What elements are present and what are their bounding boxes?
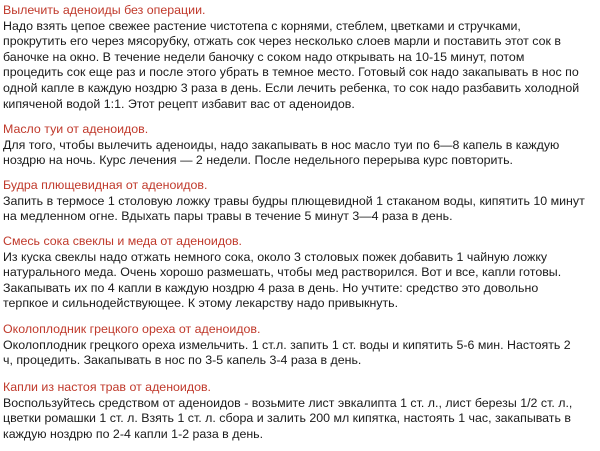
body-line: кипяченой водой 1:1. Этот рецепт избавит вас от аденоидов. bbox=[3, 96, 355, 111]
body-line: Воспользуйтесь средством от аденоидов - возьмите лист эвкалипта 1 ст. л., лист березы 1/2 ст. л., bbox=[3, 395, 573, 410]
body-line: Для того, чтобы вылечить аденоиды, надо закапывать в нос масло туи по 6—8 капель в каждую bbox=[3, 137, 560, 152]
body-line: на медленном огне. Вдыхать пары травы в течение 5 минут 3—4 раза в день. bbox=[3, 209, 453, 224]
section-herbal-drops bbox=[3, 380, 597, 442]
section-beet-honey bbox=[3, 234, 597, 312]
body-line: Околоплодник грецкого ореха измельчить. 1 ст.л. запить 1 ст. воды и кипятить 5-6 мин. Настоять 2 bbox=[3, 337, 571, 352]
body-line: процедить сок еще раз и после этого убрать в темное место. Готовый сок надо закапывать в нос по bbox=[3, 65, 579, 80]
body-line: ноздрю на ночь. Курс лечения — 2 недели. После недельного перерыва курс повторить. bbox=[3, 153, 513, 168]
section-heading: Околоплодник грецкого ореха от аденоидов. bbox=[3, 322, 261, 336]
body-line: Запить в термосе 1 столовую ложку травы будры плющевидной 1 стаканом воды, кипятить 10 минут bbox=[3, 193, 585, 208]
section-celandine bbox=[3, 3, 597, 112]
body-line: натурального меда. Очень хорошо размешать, чтобы мед растворился. Вот и все, капли готовы. bbox=[3, 265, 562, 280]
body-line: Из куска свеклы надо отжать немного сока, около 3 столовых пожек добавить 1 чайную ложку bbox=[3, 249, 548, 264]
body-line: Закапывать их по 4 капли в каждую ноздрю 4 раза в день. Но учтите: средство это довольно bbox=[3, 280, 539, 295]
body-line: Надо взять цепое свежее растение чистотепа с корнями, стеблем, цветками и стручками, bbox=[3, 18, 521, 33]
section-heading: Вылечить аденоиды без операции. bbox=[3, 3, 206, 17]
section-heading: Смесь сока свеклы и меда от аденоидов. bbox=[3, 234, 242, 248]
body-line: ч, процедить. Закапывать в нос по 3-5 капель 3-4 раза в день. bbox=[3, 353, 362, 368]
section-heading: Масло туи от аденоидов. bbox=[3, 122, 149, 136]
section-walnut-pericarp bbox=[3, 322, 597, 369]
body-line: каждую ноздрю по 2-4 капли 1-2 раза в день. bbox=[3, 426, 264, 441]
section-heading: Будра плющевидная от аденоидов. bbox=[3, 178, 208, 192]
body-line: прокрутить его через мясорубку, отжать сок через несколько слоев марли и поставить этот сок в bbox=[3, 34, 561, 49]
section-heading: Капли из настоя трав от аденоидов. bbox=[3, 380, 211, 394]
section-thuja-oil bbox=[3, 122, 597, 169]
body-line: терпкое и сильнодействующее. К этому лекарству надо привыкнуть. bbox=[3, 296, 399, 311]
body-line: одной капле в каждую ноздрю 3 раза в день. Если лечить ребенка, то сок надо разбавить холодной bbox=[3, 80, 580, 95]
body-line: баночке на окно. В течение недели баночку с соком надо открывать на 10-15 минут, потом bbox=[3, 49, 525, 64]
section-ground-ivy bbox=[3, 178, 597, 225]
body-line: цветки ромашки 1 ст. л. Взять 1 ст. л. сбора и залить 200 мл кипятка, настоять 1 час, закапывать в bbox=[3, 411, 571, 426]
